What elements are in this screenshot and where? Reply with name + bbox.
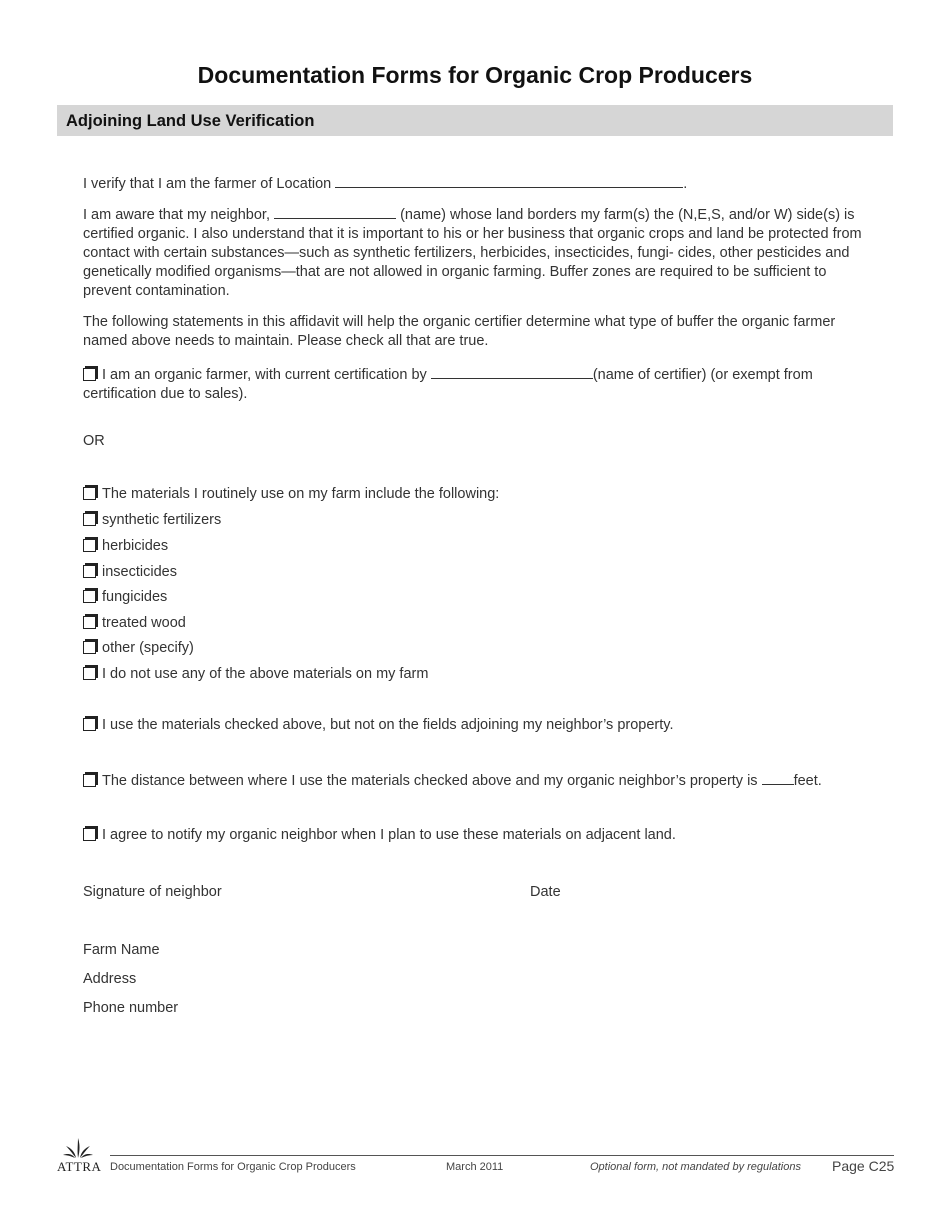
phone-label: Phone number: [83, 1000, 179, 1016]
farm-name-label: Farm Name: [83, 942, 160, 958]
notify-option: [83, 826, 676, 845]
material-label: I do not use any of the above materials on my farm: [102, 666, 429, 682]
location-statement: [83, 174, 873, 194]
organic-farmer-checkbox[interactable]: [83, 368, 96, 381]
notify-label: I agree to notify my organic neighbor when I plan to use these materials on adjacent land.: [102, 827, 676, 843]
materials-intro-checkbox[interactable]: [83, 487, 96, 500]
distance-suffix: feet.: [793, 773, 822, 789]
statements-intro: The following statements in this affidavit will help the organic certifier determine what type of buffer the organic farmer named above needs to maintain. Please check all that are true.: [83, 314, 836, 349]
organic-farmer-prefix: I am an organic farmer, with current certification by: [102, 367, 427, 383]
material-option-none: [83, 665, 428, 684]
material-option-treated-wood: [83, 614, 186, 633]
neighbor-paragraph: [83, 205, 873, 301]
material-checkbox[interactable]: [83, 539, 96, 552]
location-blank[interactable]: [335, 174, 683, 188]
material-checkbox[interactable]: [83, 565, 96, 578]
not-adjoining-option: [83, 716, 673, 735]
page-number: Page C25: [832, 1158, 895, 1174]
notify-checkbox[interactable]: [83, 828, 96, 841]
location-prefix: I verify that I am the farmer of Location: [83, 176, 332, 192]
material-option-insecticides: [83, 563, 177, 582]
footer-date: March 2011: [446, 1161, 504, 1173]
not-adjoining-checkbox[interactable]: [83, 718, 96, 731]
material-label: treated wood: [102, 615, 186, 631]
attra-logo-icon: [63, 1137, 93, 1159]
section-title: Adjoining Land Use Verification: [66, 112, 315, 130]
material-label: other (specify): [102, 640, 194, 656]
neighbor-name-blank[interactable]: [274, 205, 396, 219]
not-adjoining-label: I use the materials checked above, but not on the fields adjoining my neighbor’s property.: [102, 717, 674, 733]
or-label: OR: [83, 433, 105, 449]
location-suffix: .: [683, 176, 688, 192]
material-option-synthetic-fertilizers: [83, 511, 221, 530]
material-option-other: [83, 639, 194, 658]
footer-divider: [110, 1155, 894, 1156]
material-checkbox[interactable]: [83, 590, 96, 603]
distance-prefix: The distance between where I use the materials checked above and my organic neighbor’s property is: [102, 773, 758, 789]
section-header: [57, 105, 893, 136]
neighbor-prefix: I am aware that my neighbor,: [83, 207, 270, 223]
organic-farmer-option: [83, 365, 873, 404]
material-checkbox[interactable]: [83, 667, 96, 680]
address-label: Address: [83, 971, 137, 987]
materials-intro-label: The materials I routinely use on my farm include the following:: [102, 486, 500, 502]
page-title: Documentation Forms for Organic Crop Producers: [197, 62, 753, 88]
distance-blank[interactable]: [762, 771, 794, 785]
neighbor-text: (name) whose land borders my farm(s) the (N,E,S, and/or W) side(s) is certified organic. I also understand that it is important to his or her business that organic crops and land be protected from contact with certain substances—such as synthetic fertilizers, herbicides, insecticides, fungi- cides, other pesticides and genetically modified organisms—that are not allowed in organic farming. Buffer zones are required to be sufficient to prevent contamination.: [83, 207, 862, 299]
date-label: Date: [530, 884, 561, 900]
material-label: fungicides: [102, 589, 168, 605]
organic-farmer-suffix: (name of certifier) (or exempt from certification due to sales).: [83, 367, 813, 402]
materials-intro-option: [83, 485, 499, 504]
material-checkbox[interactable]: [83, 513, 96, 526]
attra-logo-text: ATTRA: [57, 1159, 102, 1174]
signature-label: Signature of neighbor: [83, 884, 222, 900]
certifier-blank[interactable]: [431, 365, 593, 379]
material-checkbox[interactable]: [83, 616, 96, 629]
material-option-fungicides: [83, 588, 167, 607]
footer-note: Optional form, not mandated by regulations: [590, 1161, 801, 1173]
material-label: insecticides: [102, 564, 177, 580]
material-checkbox[interactable]: [83, 641, 96, 654]
material-label: herbicides: [102, 538, 169, 554]
material-label: synthetic fertilizers: [102, 512, 222, 528]
distance-option: [83, 771, 822, 791]
footer-doc-name: Documentation Forms for Organic Crop Producers: [110, 1161, 356, 1173]
material-option-herbicides: [83, 537, 168, 556]
distance-checkbox[interactable]: [83, 774, 96, 787]
